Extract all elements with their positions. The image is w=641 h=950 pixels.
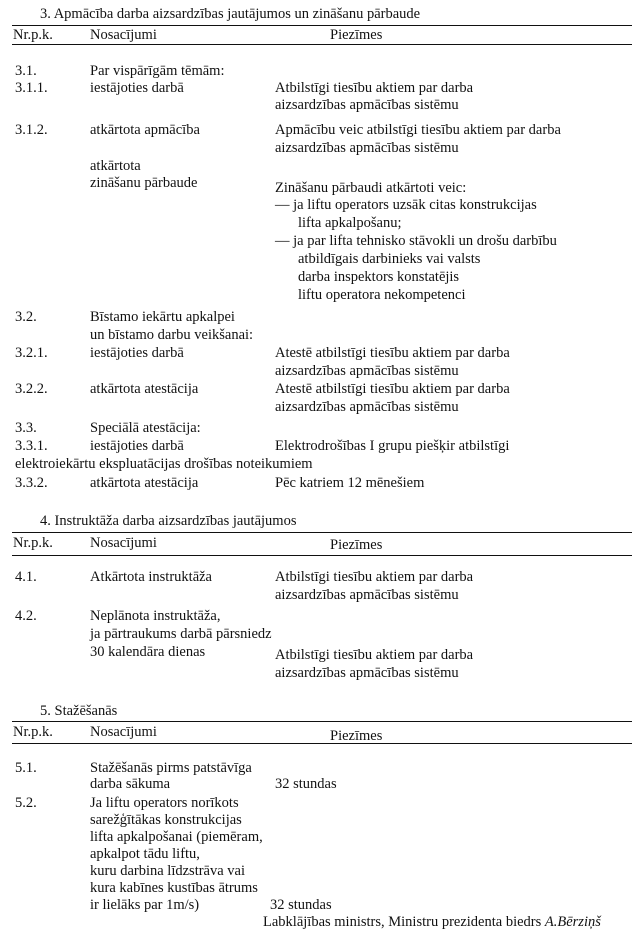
row-nr: 3.1. <box>15 63 37 79</box>
section-4-title: 4. Instruktāža darba aizsardzības jautājumos <box>40 513 297 529</box>
rule <box>12 743 632 744</box>
row-condition: Stažēšanās pirms patstāvīga <box>90 760 252 776</box>
row-note: Elektrodrošības I grupu piešķir atbilstīgi <box>275 438 510 454</box>
row-condition: Neplānota instruktāža, <box>90 608 221 624</box>
row-condition: atkārtota atestācija <box>90 381 199 397</box>
row-note: Zināšanu pārbaudi atkārtoti veic: <box>275 180 467 196</box>
row-condition: Bīstamo iekārtu apkalpei <box>90 309 235 325</box>
row-condition: Atkārtota instruktāža <box>90 569 212 585</box>
row-condition: Ja liftu operators norīkots <box>90 795 239 811</box>
row-condition: un bīstamo darbu veikšanai: <box>90 327 254 343</box>
row-note: Atbilstīgi tiesību aktiem par darba <box>275 80 474 96</box>
signature-name: A.Bērziņš <box>544 914 601 930</box>
row-note: aizsardzības apmācības sistēmu <box>275 97 459 113</box>
row-condition: 30 kalendāra dienas <box>90 644 206 660</box>
row-note: — ja liftu operators uzsāk citas konstrukcijas <box>275 197 537 213</box>
col-header-piezimes: Piezīmes <box>330 728 383 744</box>
row-nr: 3.3.1. <box>15 438 48 454</box>
row-condition: atkārtota <box>90 158 141 174</box>
row-note: aizsardzības apmācības sistēmu <box>275 363 459 379</box>
row-condition: kuru darbina līdzstrāva vai <box>90 863 246 879</box>
row-condition: lifta apkalpošanai (piemēram, <box>90 829 263 845</box>
col-header-nr: Nr.p.k. <box>13 27 53 43</box>
signature-role: Labklājības ministrs, Ministru prezidenta biedrs <box>263 914 542 930</box>
row-condition: iestājoties darbā <box>90 438 184 454</box>
row-nr: 4.2. <box>15 608 37 624</box>
row-note: aizsardzības apmācības sistēmu <box>275 399 459 415</box>
rule <box>12 532 632 533</box>
section-3-title: 3. Apmācība darba aizsardzības jautājumos un zināšanu pārbaude <box>40 6 421 22</box>
row-condition: sarežģītākas konstrukcijas <box>90 812 242 828</box>
row-condition: iestājoties darbā <box>90 345 184 361</box>
row-nr: 5.2. <box>15 795 37 811</box>
row-note: Apmācību veic atbilstīgi tiesību aktiem par darba <box>275 122 561 138</box>
row-condition: iestājoties darbā <box>90 80 184 96</box>
row-note: aizsardzības apmācības sistēmu <box>275 140 459 156</box>
row-note: — ja par lifta tehnisko stāvokli un drošu darbību <box>275 233 557 249</box>
row-nr: 3.1.2. <box>15 122 48 138</box>
row-note: liftu operatora nekompetenci <box>298 287 466 303</box>
row-condition: ja pārtraukums darbā pārsniedz <box>90 626 272 642</box>
col-header-nosacijumi: Nosacījumi <box>90 27 157 43</box>
row-condition: atkārtota atestācija <box>90 475 199 491</box>
rule <box>12 25 632 26</box>
rule <box>12 721 632 722</box>
row-note: Atbilstīgi tiesību aktiem par darba <box>275 647 474 663</box>
row-nr: 5.1. <box>15 760 37 776</box>
rule <box>12 44 632 45</box>
row-note: aizsardzības apmācības sistēmu <box>275 587 459 603</box>
col-header-nr: Nr.p.k. <box>13 724 53 740</box>
row-condition: zināšanu pārbaude <box>90 175 198 191</box>
row-condition: kura kabīnes kustības ātrums <box>90 880 258 896</box>
section-5-title: 5. Stažēšanās <box>40 703 118 719</box>
row-note: elektroiekārtu ekspluatācijas drošības noteikumiem <box>15 456 313 472</box>
row-note: lifta apkalpošanu; <box>298 215 402 231</box>
row-note: darba inspektors konstatējis <box>298 269 460 285</box>
row-nr: 3.2. <box>15 309 37 325</box>
row-condition: apkalpot tādu liftu, <box>90 846 200 862</box>
row-condition: Speciālā atestācija: <box>90 420 201 436</box>
row-nr: 3.3.2. <box>15 475 48 491</box>
row-condition: Par vispārīgām tēmām: <box>90 63 225 79</box>
row-nr: 3.2.1. <box>15 345 48 361</box>
row-note: Atestē atbilstīgi tiesību aktiem par darba <box>275 381 510 397</box>
row-note: Pēc katriem 12 mēnešiem <box>275 475 425 491</box>
signature-line <box>263 914 601 930</box>
col-header-piezimes: Piezīmes <box>330 537 383 553</box>
col-header-piezimes: Piezīmes <box>330 27 383 43</box>
row-nr: 3.3. <box>15 420 37 436</box>
row-nr: 3.2.2. <box>15 381 48 397</box>
col-header-nosacijumi: Nosacījumi <box>90 724 157 740</box>
col-header-nosacijumi: Nosacījumi <box>90 535 157 551</box>
rule <box>12 555 632 556</box>
row-condition: atkārtota apmācība <box>90 122 200 138</box>
row-note: aizsardzības apmācības sistēmu <box>275 665 459 681</box>
row-nr: 3.1.1. <box>15 80 48 96</box>
col-header-nr: Nr.p.k. <box>13 535 53 551</box>
row-condition: darba sākuma <box>90 776 171 792</box>
row-value: 32 stundas <box>270 897 332 913</box>
row-note: Atestē atbilstīgi tiesību aktiem par darba <box>275 345 510 361</box>
row-condition: ir lielāks par 1m/s) <box>90 897 200 913</box>
row-value: 32 stundas <box>275 776 337 792</box>
row-nr: 4.1. <box>15 569 37 585</box>
row-note: atbildīgais darbinieks vai valsts <box>298 251 481 267</box>
row-note: Atbilstīgi tiesību aktiem par darba <box>275 569 474 585</box>
